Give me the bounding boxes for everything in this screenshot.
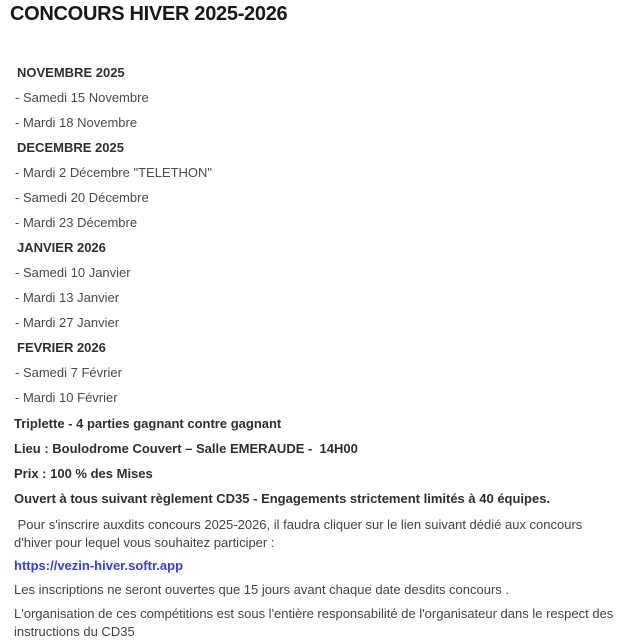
date-line: - Samedi 15 Novembre [15,90,149,105]
opening-note: Les inscriptions ne seront ouvertes que 15 jours avant chaque date desdits concours . [14,582,510,597]
month-header-decembre: DECEMBRE 2025 [17,140,124,155]
eligibility-line: Ouvert à tous suivant règlement CD35 - Engagements strictement limités à 40 équipes. [14,491,551,506]
responsibility-note: L'organisation de ces compétitions est sous l'entière responsabilité de l'organisateur dans le respect des instructions du CD35 [14,606,617,639]
location-line: Lieu : Boulodrome Couvert – Salle EMERAUDE - 14H00 [14,441,358,456]
details-section [10,416,615,506]
registration-link[interactable]: https://vezin-hiver.softr.app [14,558,184,573]
date-line: - Mardi 27 Janvier [15,315,120,330]
date-line: - Mardi 10 Février [15,390,118,405]
month-header-novembre: NOVEMBRE 2025 [17,65,125,80]
date-line: - Samedi 10 Janvier [15,265,131,280]
date-line: - Samedi 20 Décembre [15,190,149,205]
registration-instructions: Pour s'inscrire auxdits concours 2025-2026, il faudra cliquer sur le lien suivant dédié aux concours d'hiver pour lequel vous souhaitez participer : [14,517,586,550]
date-line: - Mardi 18 Novembre [15,115,138,130]
page-title: CONCOURS HIVER 2025-2026 [10,3,288,25]
format-line: Triplette - 4 parties gagnant contre gagnant [14,416,282,431]
date-line: - Samedi 7 Février [15,365,122,380]
month-header-janvier: JANVIER 2026 [17,240,106,255]
registration-link-row [14,558,615,573]
schedule-section [10,66,615,405]
prize-line: Prix : 100 % des Mises [14,466,153,481]
date-line: - Mardi 23 Décembre [15,215,138,230]
date-line: - Mardi 2 Décembre "TELETHON" [15,165,213,180]
date-line: - Mardi 13 Janvier [15,290,120,305]
month-header-fevrier: FEVRIER 2026 [17,340,106,355]
registration-section [10,516,615,641]
